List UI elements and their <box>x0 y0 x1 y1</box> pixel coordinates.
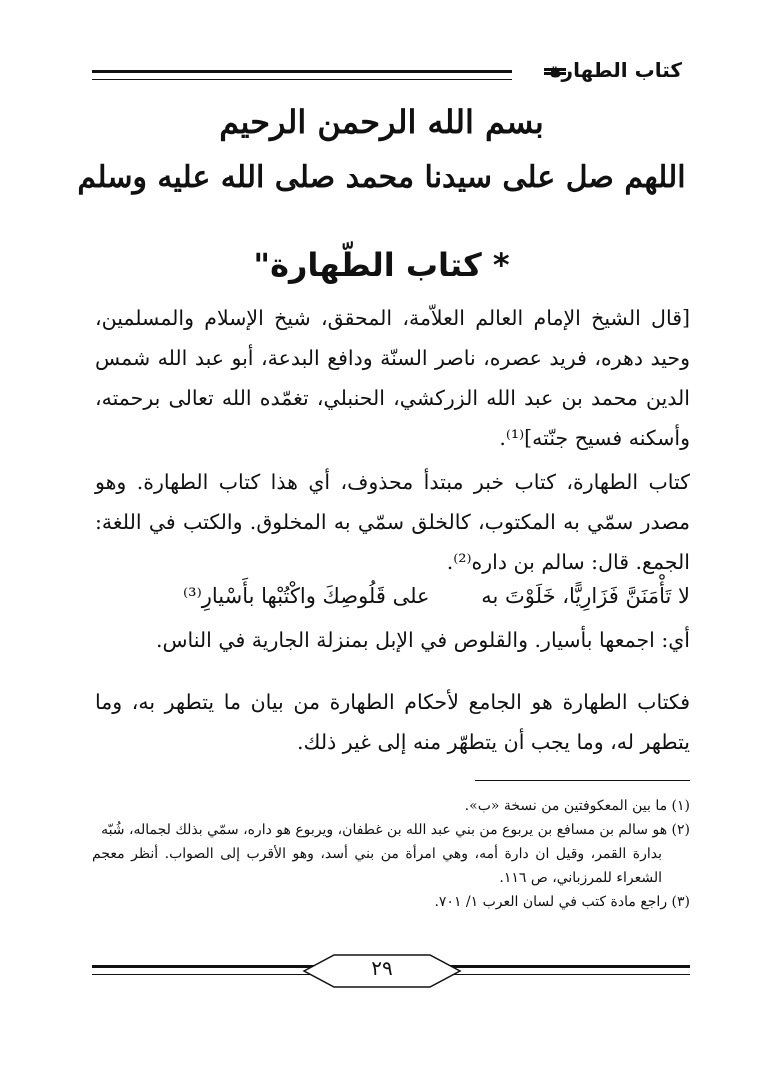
basmala: بسم الله الرحمن الرحيم <box>219 103 544 141</box>
footnote-2-continued: بدارة القمر، وقيل ان دارة أمه، وهي امرأة من بني أسد، وهو الأقرب إلى الصواب. أنظر معجم الشعراء للمرزباني، ص ١١٦. <box>92 846 662 886</box>
chapter-title: * كتاب الطّهارة" <box>253 246 510 284</box>
paragraph-definition: كتاب الطهارة، كتاب خبر مبتدأ محذوف، أي هذا كتاب الطهارة. وهو مصدر سمّي به المكتوب، كالخلق سمّي به المخلوق. والكتب في اللغة: الجمع. قال: سالم بن داره⁽²⁾. <box>95 470 690 574</box>
paragraph-intro: [قال الشيخ الإمام العالم العلاّمة، المحقق، شيخ الإسلام والمسلمين، وحيد دهره، فريد عصره، ناصر السنّة ودافع البدعة، أبو عبد الله شمس الدين محمد بن عبد الله الزركشي، الحنبلي، تغمّده الله تعالى برحمته، وأسكنه فسيح جنّته]⁽¹⁾. <box>95 306 690 450</box>
footnotes <box>92 794 690 914</box>
footnote-1: (١) ما بين المعكوفتين من نسخة «ب». <box>464 798 690 814</box>
paragraph-conclusion: فكتاب الطهارة هو الجامع لأحكام الطهارة من بيان ما يتطهر به، وما يتطهر له، وما يجب أن يتطهّر منه إلى غير ذلك. <box>95 690 690 754</box>
page-number: ٢٩ <box>371 956 393 980</box>
running-header-title: كتاب الطهارة <box>549 58 682 82</box>
verse-second-hemistich: على قَلُوصِكَ واكْتُبْها بأَسْيارِ⁽³⁾ <box>183 584 430 608</box>
salawat: اللهم صل على سيدنا محمد صلى الله عليه وسلم <box>77 160 686 195</box>
page-footer <box>92 953 690 993</box>
verse-first-hemistich: لا تَأْمَنَنَّ فَزَارِيًّا، خَلَوْتَ به <box>481 584 690 608</box>
running-header <box>92 60 682 90</box>
footnote-separator <box>475 780 690 781</box>
paragraph-explanation: أي: اجمعها بأسيار. والقلوص في الإبل بمنزلة الجارية في الناس. <box>155 628 690 652</box>
header-rule <box>92 70 512 80</box>
footnote-2: (٢) هو سالم بن مسافع بن يربوع من بني عبد الله بن غطفان، ويربوع هو داره، سمّي بذلك لجماله، شُبّه <box>101 822 690 838</box>
footnote-3: (٣) راجع مادة كتب في لسان العرب ١/ ٧٠١. <box>434 894 690 910</box>
poetry-verse <box>95 578 690 618</box>
